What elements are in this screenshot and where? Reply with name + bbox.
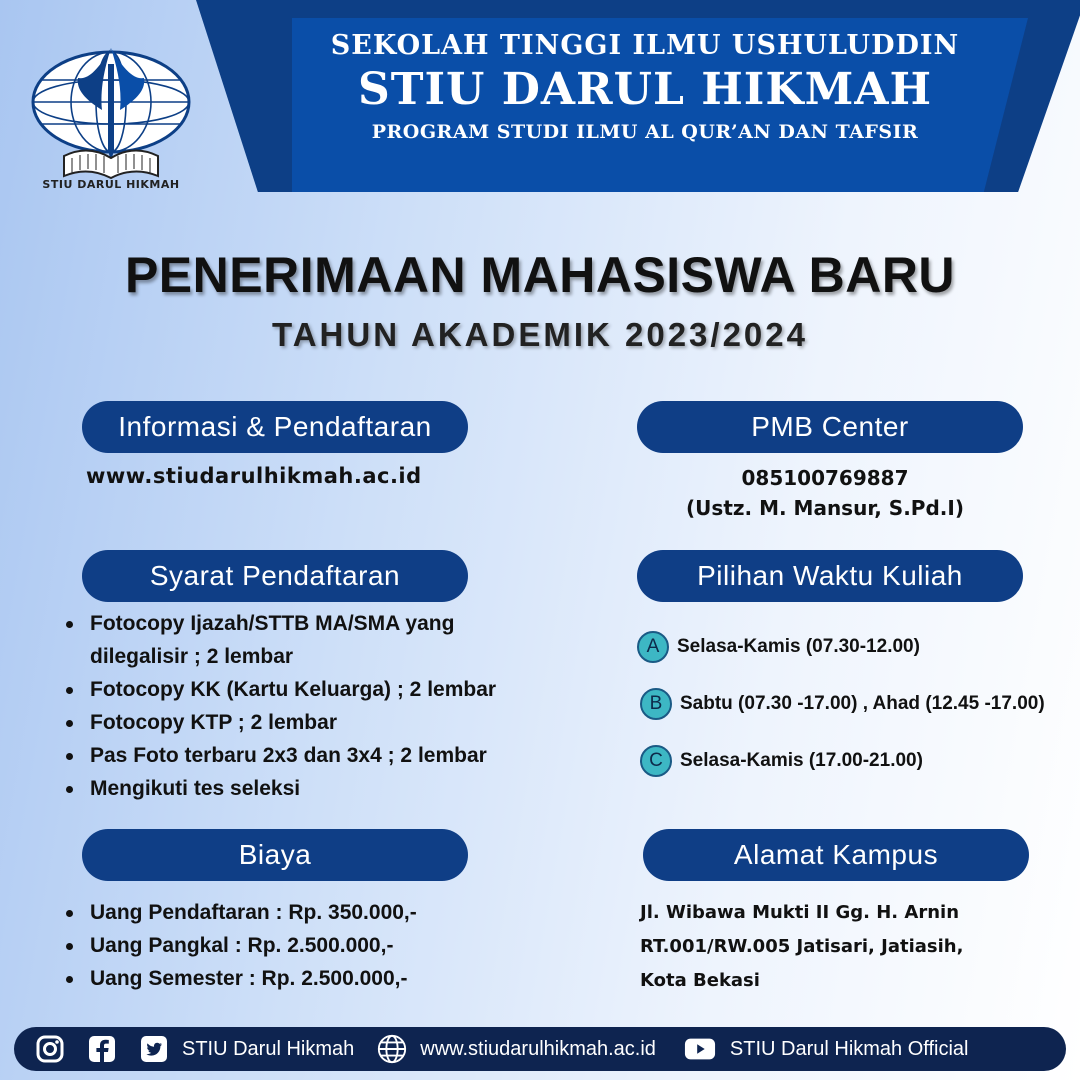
- fees-heading: Biaya: [82, 829, 468, 881]
- option-text: Selasa-Kamis (07.30-12.00): [677, 636, 920, 657]
- schedule-heading: Pilihan Waktu Kuliah: [637, 550, 1023, 602]
- list-item: Pas Foto terbaru 2x3 dan 3x4 ; 2 lembar: [64, 739, 524, 772]
- list-item: Uang Pendaftaran : Rp. 350.000,-: [64, 896, 524, 929]
- schedule-option-b: [640, 688, 1045, 720]
- youtube-icon[interactable]: [684, 1033, 716, 1065]
- list-item: Fotocopy KTP ; 2 lembar: [64, 706, 524, 739]
- fees-list: [64, 896, 524, 995]
- header-line1: SEKOLAH TINGGI ILMU USHULUDDIN: [330, 30, 960, 61]
- address-heading: Alamat Kampus: [643, 829, 1029, 881]
- requirements-heading: Syarat Pendaftaran: [82, 550, 468, 602]
- pmb-contact: [660, 463, 990, 523]
- campus-logo-icon: [16, 30, 206, 195]
- header-line2: STIU DARUL HIKMAH: [357, 64, 933, 115]
- schedule-option-a: [637, 631, 920, 663]
- address-line: RT.001/RW.005 Jatisari, Jatiasih,: [640, 936, 964, 957]
- footer-bar: [14, 1027, 1066, 1071]
- pmb-contact-person: (Ustz. M. Mansur, S.Pd.I): [686, 496, 964, 520]
- address-line: Jl. Wibawa Mukti II Gg. H. Arnin: [640, 902, 960, 923]
- option-text: Selasa-Kamis (17.00-21.00): [680, 750, 923, 771]
- option-letter-badge: B: [640, 688, 672, 720]
- list-item: Fotocopy Ijazah/STTB MA/SMA yang dilegalisir ; 2 lembar: [64, 607, 524, 673]
- schedule-option-c: [640, 745, 923, 777]
- list-item: Mengikuti tes seleksi: [64, 772, 524, 805]
- page-subtitle: TAHUN AKADEMIK 2023/2024: [272, 316, 808, 353]
- logo-caption: STIU DARUL HIKMAH: [42, 178, 180, 191]
- footer-social-name[interactable]: STIU Darul Hikmah: [182, 1037, 355, 1060]
- list-item: Uang Pangkal : Rp. 2.500.000,-: [64, 929, 524, 962]
- campus-address: [640, 896, 1060, 998]
- page-title: PENERIMAAN MAHASISWA BARU: [124, 247, 956, 303]
- info-heading: Informasi & Pendaftaran: [82, 401, 468, 453]
- twitter-icon[interactable]: [138, 1033, 170, 1065]
- list-item: Uang Semester : Rp. 2.500.000,-: [64, 962, 524, 995]
- info-website: www.stiudarulhikmah.ac.id: [86, 464, 422, 488]
- option-letter-badge: A: [637, 631, 669, 663]
- option-text: Sabtu (07.30 -17.00) , Ahad (12.45 -17.00): [680, 693, 1045, 714]
- requirements-list: [64, 607, 524, 805]
- option-letter-badge: C: [640, 745, 672, 777]
- footer-youtube-channel[interactable]: STIU Darul Hikmah Official: [729, 1037, 969, 1060]
- facebook-icon[interactable]: [86, 1033, 118, 1065]
- pmb-phone: 085100769887: [741, 466, 909, 490]
- instagram-icon[interactable]: [34, 1033, 66, 1065]
- footer-website-link[interactable]: www.stiudarulhikmah.ac.id: [420, 1037, 656, 1060]
- list-item: Fotocopy KK (Kartu Keluarga) ; 2 lembar: [64, 673, 524, 706]
- globe-icon: [376, 1033, 408, 1065]
- header-line3: PROGRAM STUDI ILMU AL QUR’AN DAN TAFSIR: [371, 121, 919, 143]
- header-text: [300, 30, 990, 143]
- pmb-heading: PMB Center: [637, 401, 1023, 453]
- address-line: Kota Bekasi: [640, 970, 760, 991]
